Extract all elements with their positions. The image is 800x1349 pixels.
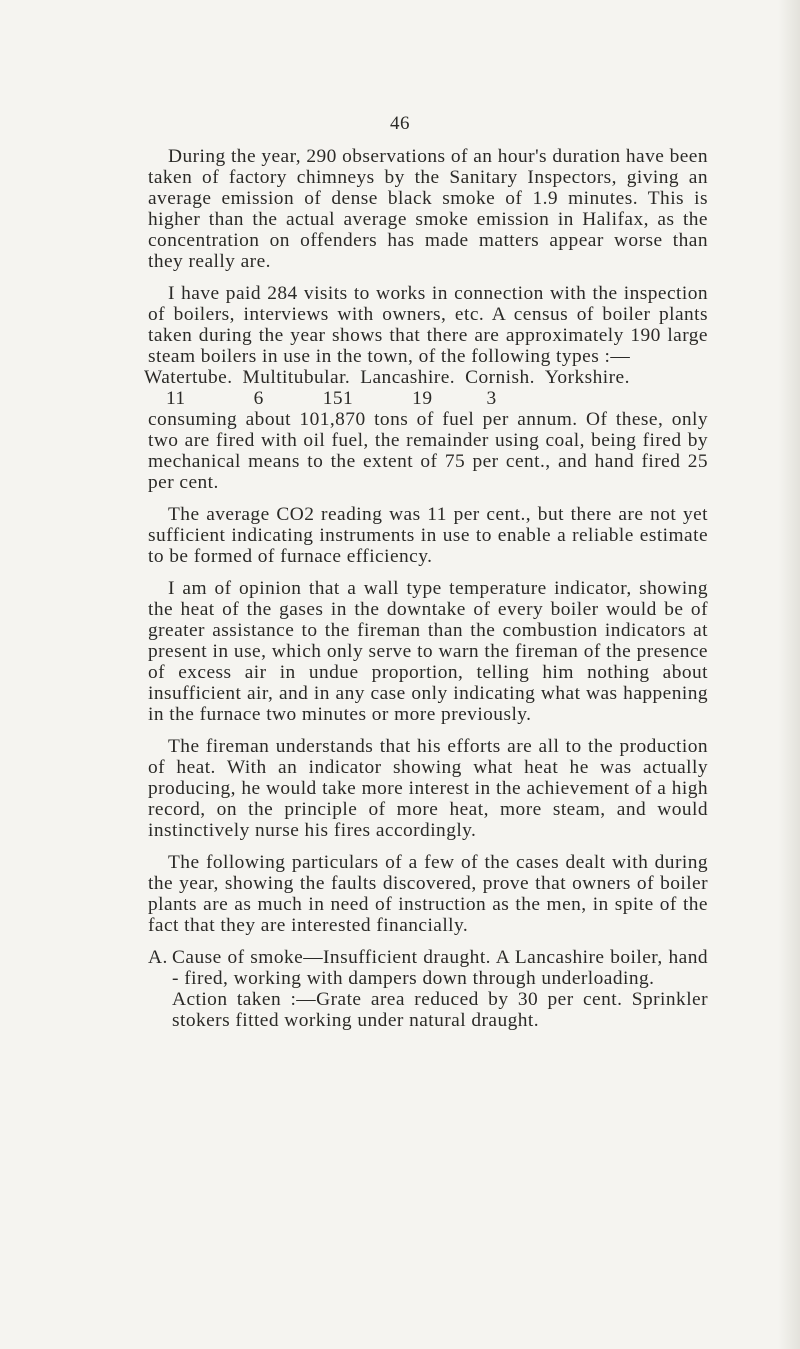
boiler-type: Watertube. (144, 367, 233, 388)
boiler-types-row (144, 367, 708, 388)
boiler-count: 151 (322, 388, 354, 409)
boiler-type: Lancashire. (360, 367, 456, 388)
boiler-count: 11 (166, 388, 186, 409)
case-letter: A. (148, 947, 168, 968)
case-action: Action taken :—Grate area reduced by 30 per cent. Sprinkler stokers fitted working under natural draught. (172, 989, 708, 1031)
case-cause: Cause of smoke—Insufficient draught. A Lancashire boiler, hand - fired, working with dampers down through underloading. (172, 947, 708, 989)
boiler-count: 6 (253, 388, 264, 409)
boiler-counts-row (148, 388, 708, 409)
paragraph-co2: The average CO2 reading was 11 per cent., but there are not yet sufficient indicating instruments in use to enable a reliable estimate to be formed of furnace efficiency. (148, 504, 708, 567)
paragraph-cases: The following particulars of a few of the cases dealt with during the year, showing the faults discovered, prove that owners of boiler plants are as much in need of instruction as the men, in spite of the fact that they are interested financially. (148, 852, 708, 936)
case-a (148, 947, 708, 1031)
paragraph-observations: During the year, 290 observations of an hour's duration have been taken of factory chimneys by the Sanitary Inspectors, giving an average emission of dense black smoke of 1.9 minutes. This is higher than the actual average smoke emission in Halifax, as the concentration on offenders has made matters appear worse than they really are. (148, 146, 708, 272)
paragraph-indicator: I am of opinion that a wall type temperature indicator, showing the heat of the gases in the downtake of every boiler would be of greater assistance to the fireman than the combustion indicators at present in use, which only serve to warn the fireman of the presence of excess air in undue proportion, telling him nothing about insufficient air, and in any case only indicating what was happening in the furnace two minutes or more previously. (148, 578, 708, 725)
boiler-type: Cornish. (465, 367, 535, 388)
document-body (144, 146, 708, 1031)
boiler-type: Multitubular. (242, 367, 351, 388)
boiler-type: Yorkshire. (544, 367, 630, 388)
paragraph-fireman: The fireman understands that his efforts are all to the production of heat. With an indicator showing what heat he was actually producing, he would take more interest in the achievement of a high record, on the principle of more heat, more steam, and would instinctively nurse his fires accordingly. (148, 736, 708, 841)
paragraph-visits: I have paid 284 visits to works in connection with the inspection of boilers, interviews with owners, etc. A census of boiler plants taken during the year shows that there are approximately 190 large steam boilers in use in the town, of the following types :— (148, 283, 708, 367)
boiler-count: 19 (412, 388, 433, 409)
scan-edge-shadow (778, 0, 800, 1349)
boiler-count: 3 (486, 388, 497, 409)
paragraph-fuel: consuming about 101,870 tons of fuel per annum. Of these, only two are fired with oil fuel, the remainder using coal, being fired by mechanical means to the extent of 75 per cent., and hand fired 25 per cent. (148, 409, 708, 493)
page-number: 46 (390, 113, 410, 134)
